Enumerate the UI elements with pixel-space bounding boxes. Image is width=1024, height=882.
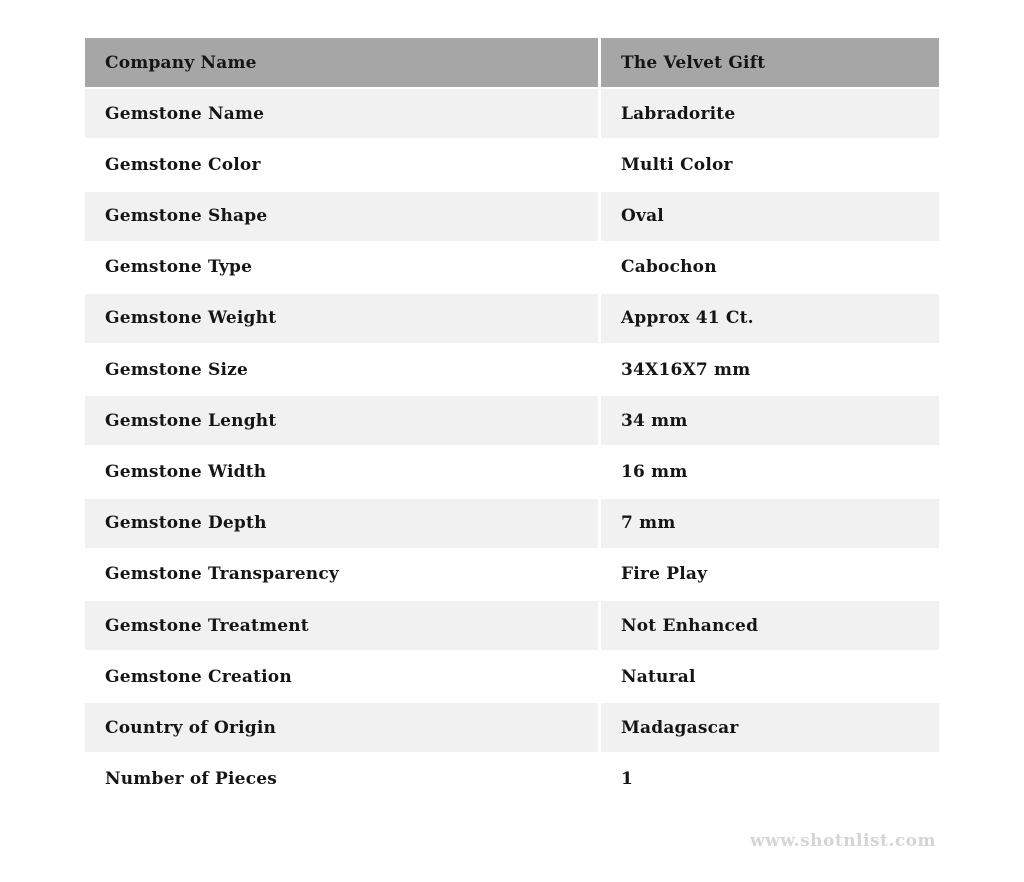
table-row — [85, 499, 939, 548]
table-row — [85, 89, 939, 138]
spec-value-cell: 7 mm — [601, 499, 939, 548]
spec-label-cell: Gemstone Width — [85, 448, 598, 497]
table-row — [85, 192, 939, 241]
spec-value-cell: Labradorite — [601, 89, 939, 138]
spec-value-cell: Multi Color — [601, 140, 939, 189]
spec-value-cell: Madagascar — [601, 703, 939, 752]
spec-value-cell: 1 — [601, 755, 939, 804]
spec-label-cell: Number of Pieces — [85, 755, 598, 804]
spec-label-cell: Gemstone Treatment — [85, 601, 598, 650]
spec-label-cell: Gemstone Color — [85, 140, 598, 189]
spec-value-cell: Natural — [601, 652, 939, 701]
watermark: www.shotnlist.com — [749, 831, 936, 851]
table-row — [85, 396, 939, 445]
table-row — [85, 243, 939, 292]
spec-value-cell: Oval — [601, 192, 939, 241]
spec-value-cell: Approx 41 Ct. — [601, 294, 939, 343]
spec-label-cell: Gemstone Weight — [85, 294, 598, 343]
spec-value-cell: 16 mm — [601, 448, 939, 497]
table-row — [85, 703, 939, 752]
table-row — [85, 448, 939, 497]
spec-value-cell: Cabochon — [601, 243, 939, 292]
spec-label-cell: Gemstone Type — [85, 243, 598, 292]
spec-label-cell: Gemstone Size — [85, 345, 598, 394]
spec-label-cell: Gemstone Name — [85, 89, 598, 138]
table-row — [85, 345, 939, 394]
spec-label-cell: Country of Origin — [85, 703, 598, 752]
table-row — [85, 294, 939, 343]
table-row — [85, 550, 939, 599]
table-row — [85, 601, 939, 650]
spec-value-cell: Fire Play — [601, 550, 939, 599]
spec-value-cell: 34 mm — [601, 396, 939, 445]
table-row — [85, 140, 939, 189]
header-value-cell: The Velvet Gift — [601, 38, 939, 87]
spec-label-cell: Gemstone Creation — [85, 652, 598, 701]
spec-label-cell: Gemstone Lenght — [85, 396, 598, 445]
spec-label-cell: Gemstone Depth — [85, 499, 598, 548]
header-label-cell: Company Name — [85, 38, 598, 87]
spec-label-cell: Gemstone Transparency — [85, 550, 598, 599]
spec-label-cell: Gemstone Shape — [85, 192, 598, 241]
spec-value-cell: Not Enhanced — [601, 601, 939, 650]
gemstone-spec-table — [85, 38, 939, 804]
table-header-row — [85, 38, 939, 87]
spec-value-cell: 34X16X7 mm — [601, 345, 939, 394]
table-row — [85, 652, 939, 701]
table-row — [85, 755, 939, 804]
